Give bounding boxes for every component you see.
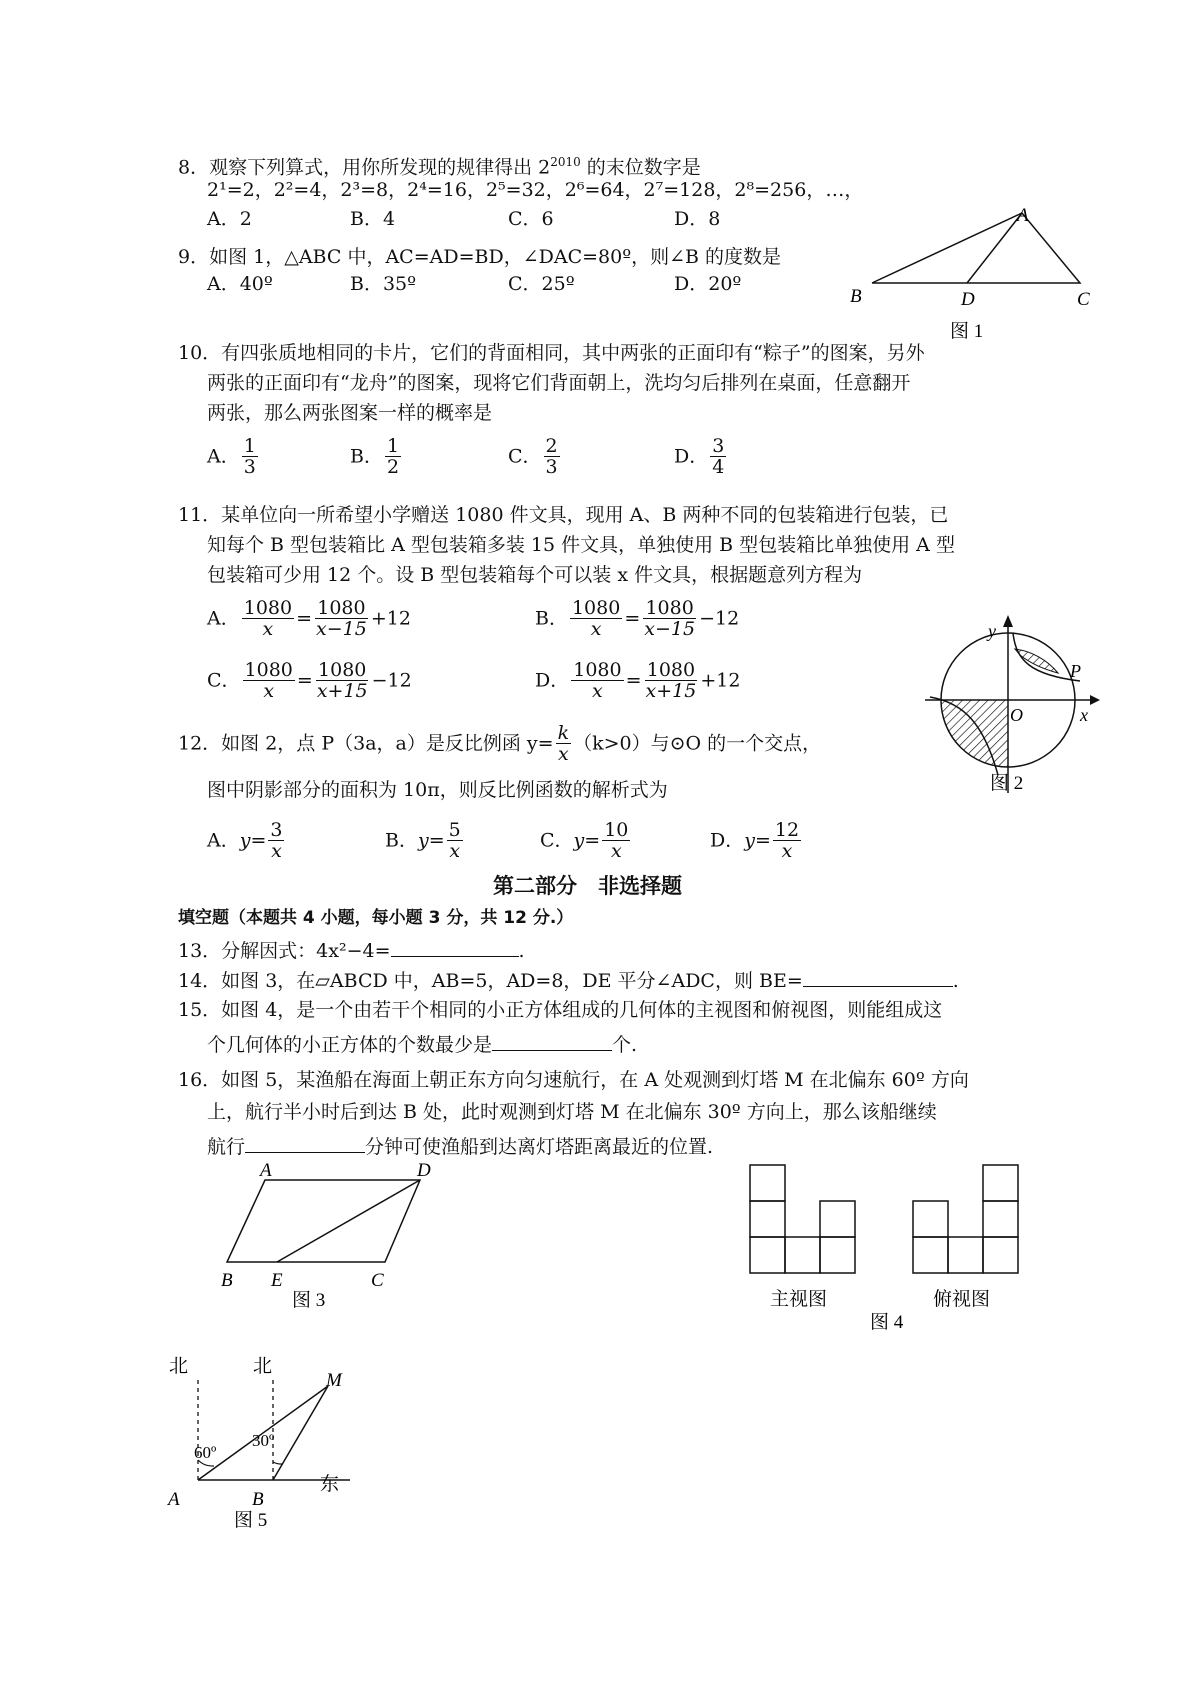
fig3-label-a: A — [260, 1160, 272, 1181]
q11-option-b: B． $\frac{1080}{x}$ = $\frac{1080}{x-15}$ −12 — [535, 597, 740, 640]
part2-heading: 第二部分 非选择题 — [493, 874, 682, 898]
q9-stem: 9．如图 1，△ABC 中，AC=AD=BD，∠DAC=80º，则∠B 的度数是 — [178, 246, 782, 268]
fig5-label-m: M — [326, 1370, 342, 1391]
q11-option-d: D． $\frac{1080}{x}$ = $\frac{1080}{x+15}$ +12 — [535, 659, 741, 702]
q9-option-c: C．25º — [508, 273, 575, 295]
fig5-caption: 图 5 — [234, 1510, 268, 1531]
fig3-label-d: D — [417, 1160, 431, 1181]
fig5-angle-30: 30º — [252, 1431, 275, 1450]
q12-option-d: D．y= $\frac{12}{x}$ — [710, 819, 800, 862]
q15-line2: 个几何体的小正方体的个数最少是 个. — [207, 1030, 637, 1057]
fig5-label-b: B — [252, 1489, 264, 1510]
fig2-caption: 图 2 — [990, 773, 1024, 794]
q10-option-b: B． $\frac{1}{2}$ — [350, 435, 400, 478]
fig5-east: 东 — [320, 1474, 340, 1495]
figure-2-circle-hyperbola — [920, 615, 1100, 800]
fig1-label-c: C — [1077, 289, 1090, 310]
q12-line2: 图中阴影部分的面积为 10π，则反比例函数的解析式为 — [207, 779, 668, 801]
fig3-label-e: E — [271, 1270, 283, 1291]
q9-option-d: D．20º — [674, 273, 742, 295]
fig4-top-label: 俯视图 — [933, 1289, 991, 1310]
q8-formula: 2¹=2，2²=4，2³=8，2⁴=16，2⁵=32，2⁶=64，2⁷=128，2⁸=256，…， — [207, 179, 864, 201]
q9-option-a: A．40º — [207, 273, 273, 295]
q11-option-c: C． $\frac{1080}{x}$ = $\frac{1080}{x+15}$ −12 — [207, 659, 412, 702]
fig4-caption: 图 4 — [870, 1312, 904, 1333]
q12-stem: 12．如图 2，点 P（3a，a）是反比例函 y= $\frac{k}{x}$ （k>0）与⊙O 的一个交点， — [178, 722, 822, 765]
q12-option-a: A．y= $\frac{3}{x}$ — [207, 819, 283, 862]
fig5-angle-60: 60º — [194, 1443, 217, 1462]
figure-5-bearing — [168, 1350, 388, 1531]
q13: 13．分解因式：4x²−4= . — [178, 936, 525, 963]
fig1-label-b: B — [850, 286, 862, 307]
q16-line1: 16．如图 5，某渔船在海面上朝正东方向匀速航行，在 A 处观测到灯塔 M 在北偏东 60º 方向 — [178, 1069, 969, 1091]
fig2-label-p: P — [1070, 661, 1081, 681]
q8-option-a: A．2 — [207, 208, 252, 230]
q11-option-a: A． $\frac{1080}{x}$ = $\frac{1080}{x-15}$ +12 — [207, 597, 411, 640]
q14-answer-blank[interactable] — [803, 966, 953, 987]
q14: 14．如图 3，在▱ABCD 中，AB=5，AD=8，DE 平分∠ADC，则 BE= . — [178, 966, 959, 993]
q8-stem: 8．观察下列算式，用你所发现的规律得出 $2^{2010}$ 的末位数字是 — [178, 155, 701, 179]
q10-stem: 10．有四张质地相同的卡片，它们的背面相同，其中两张的正面印有“粽子”的图案，另外 两张的正面印有“龙舟”的图案，现将它们背面朝上，洗均匀后排列在桌面，任意翻开 两张，那么两张图案一样的概率是 — [178, 342, 925, 424]
q12-option-c: C．y= $\frac{10}{x}$ — [540, 819, 629, 862]
q15-answer-blank[interactable] — [492, 1030, 612, 1051]
q8-option-b: B．4 — [350, 208, 396, 230]
figure-4-views — [745, 1160, 1035, 1340]
q12-option-b: B．y= $\frac{5}{x}$ — [385, 819, 461, 862]
fig3-caption: 图 3 — [292, 1290, 326, 1311]
q8-option-c: C．6 — [508, 208, 554, 230]
fig3-label-b: B — [221, 1270, 233, 1291]
fig5-label-a: A — [168, 1489, 180, 1510]
fig1-label-d: D — [961, 289, 975, 310]
fill-section-title: 填空题（本题共 4 小题，每小题 3 分，共 12 分.） — [178, 908, 574, 928]
q11-stem: 11．某单位向一所希望小学赠送 1080 件文具，现用 A、B 两种不同的包装箱进行包装，已 知每个 B 型包装箱比 A 型包装箱多装 15 件文具，单独使用 B 型包装箱比单独使用 A 型 包装箱可少用 12 个。设 B 型包装箱每个可以装 x 件文具，根据题意列方程为 — [178, 504, 955, 586]
q10-option-d: D． $\frac{3}{4}$ — [674, 435, 725, 478]
q13-answer-blank[interactable] — [391, 936, 519, 957]
figure-1-triangle — [850, 205, 1100, 340]
fig1-label-a: A — [1017, 205, 1029, 226]
q10-option-a: A． $\frac{1}{3}$ — [207, 435, 256, 478]
fig1-caption: 图 1 — [950, 321, 984, 342]
front-view — [750, 1165, 855, 1273]
fig4-front-label: 主视图 — [770, 1289, 828, 1310]
fig5-north-a: 北 — [169, 1356, 189, 1377]
fig2-label-o: O — [1010, 705, 1023, 725]
q16-line2: 上，航行半小时后到达 B 处，此时观测到灯塔 M 在北偏东 30º 方向上，那么该船继续 — [207, 1101, 937, 1123]
q8-option-d: D．8 — [674, 208, 721, 230]
figure-3-parallelogram — [215, 1160, 435, 1310]
q15-line1: 15．如图 4，是一个由若干个相同的小正方体组成的几何体的主视图和俯视图，则能组成这 — [178, 999, 943, 1021]
q10-option-c: C． $\frac{2}{3}$ — [508, 435, 558, 478]
fig2-label-y: y — [988, 621, 996, 641]
q16-answer-blank[interactable] — [245, 1132, 365, 1153]
top-view — [913, 1165, 1018, 1273]
fig5-north-b: 北 — [253, 1356, 273, 1377]
q16-line3: 航行 分钟可使渔船到达离灯塔距离最近的位置. — [207, 1132, 713, 1159]
fig3-label-c: C — [371, 1270, 384, 1291]
q9-option-b: B．35º — [350, 273, 417, 295]
fig2-label-x: x — [1080, 705, 1088, 725]
